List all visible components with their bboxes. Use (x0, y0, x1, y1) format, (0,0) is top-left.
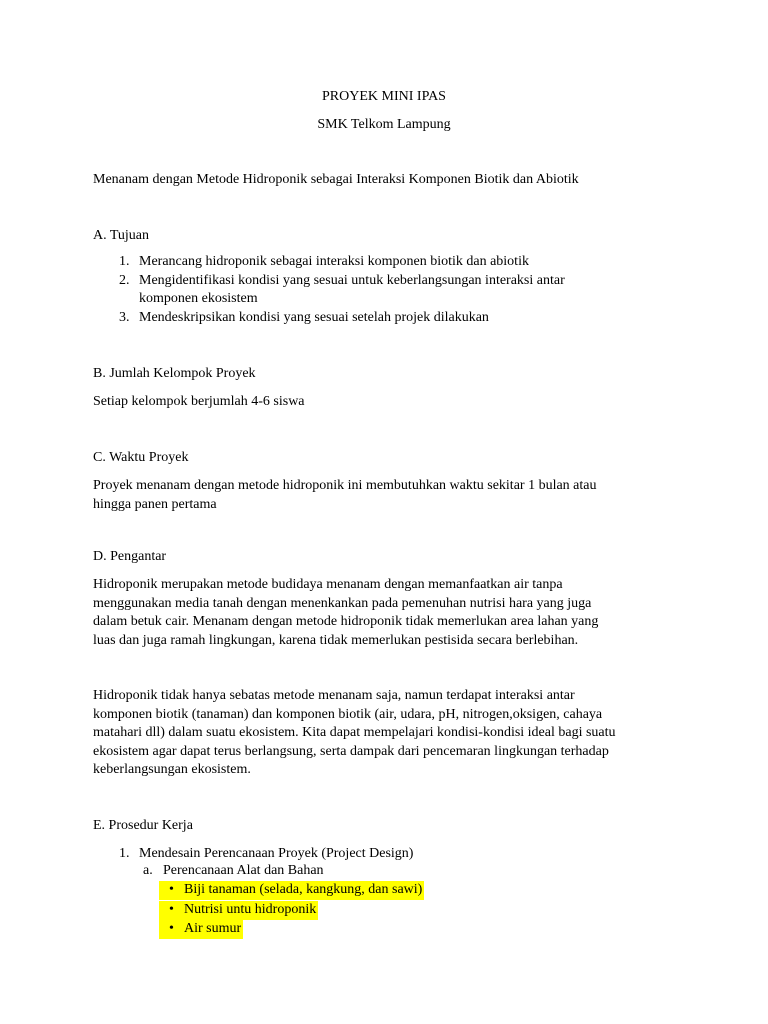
list-item (159, 901, 318, 920)
section-heading-waktu: C. Waktu Proyek (93, 450, 189, 465)
list-item (159, 920, 243, 939)
paragraph-line: ekosistem agar dapat terus berlangsung, serta dampak dari pencemaran lingkungan terhadap (93, 743, 609, 759)
paragraph-line: komponen biotik (tanaman) dan komponen biotik (air, udara, pH, nitrogen,oksigen, cahaya (93, 706, 603, 722)
substep-text: Perencanaan Alat dan Bahan (163, 863, 324, 878)
document-title: PROYEK MINI IPAS (322, 89, 446, 104)
list-item-text: Biji tanaman (selada, kangkung, dan sawi) (184, 882, 423, 897)
paragraph-line: luas dan juga ramah lingkungan, karena tidak memerlukan pestisida secara berlebihan. (93, 632, 579, 648)
list-item-text: Mengidentifikasi kondisi yang sesuai untuk keberlangsungan interaksi antar (139, 273, 565, 288)
paragraph-line: menggunakan media tanah dengan menenkankan pada pemenuhan nutrisi hara yang juga (93, 595, 592, 611)
kelompok-text: Setiap kelompok berjumlah 4-6 siswa (93, 394, 305, 409)
list-item-text: Nutrisi untu hidroponik (184, 902, 317, 917)
list-number: 1. (119, 254, 130, 269)
paragraph-line: dalam betuk cair. Menanam dengan metode hidroponik tidak memerlukan area lahan yang (93, 614, 599, 629)
paragraph-line: keberlangsungan ekosistem. (93, 762, 251, 777)
paragraph-line: Hidroponik merupakan metode budidaya menanam dengan memanfaatkan air tanpa (93, 577, 563, 592)
list-item-text: komponen ekosistem (139, 291, 258, 306)
list-item (159, 881, 424, 900)
pengantar-paragraph-1 (93, 576, 673, 650)
list-number: 2. (119, 273, 130, 288)
paragraph-line: hingga panen pertama (93, 496, 217, 512)
step-number: 1. (119, 846, 130, 861)
list-number: 3. (119, 310, 130, 325)
bullet-icon: • (169, 902, 174, 917)
project-title: Menanam dengan Metode Hidroponik sebagai Interaksi Komponen Biotik dan Abiotik (93, 172, 579, 187)
pengantar-paragraph-2 (93, 687, 673, 780)
step-text: Mendesain Perencanaan Proyek (Project Design) (139, 846, 414, 861)
list-item-text: Merancang hidroponik sebagai interaksi komponen biotik dan abiotik (139, 254, 529, 269)
paragraph-line: Hidroponik tidak hanya sebatas metode menanam saja, namun terdapat interaksi antar (93, 688, 575, 703)
waktu-paragraph (93, 477, 673, 514)
school-name: SMK Telkom Lampung (317, 117, 451, 132)
bullet-icon: • (169, 882, 174, 897)
section-heading-prosedur: E. Prosedur Kerja (93, 818, 193, 833)
substep-letter: a. (143, 863, 153, 878)
section-heading-kelompok: B. Jumlah Kelompok Proyek (93, 366, 256, 381)
bullet-icon: • (169, 921, 174, 936)
list-item-text: Mendeskripsikan kondisi yang sesuai setelah projek dilakukan (139, 310, 489, 325)
section-heading-pengantar: D. Pengantar (93, 549, 167, 564)
paragraph-line: matahari dll) dalam suatu ekosistem. Kita dapat mempelajari kondisi-kondisi ideal bagi suatu (93, 725, 616, 740)
list-item-text: Air sumur (184, 921, 242, 936)
paragraph-line: Proyek menanam dengan metode hidroponik ini membutuhkan waktu sekitar 1 bulan atau (93, 478, 597, 493)
section-heading-tujuan: A. Tujuan (93, 228, 150, 243)
